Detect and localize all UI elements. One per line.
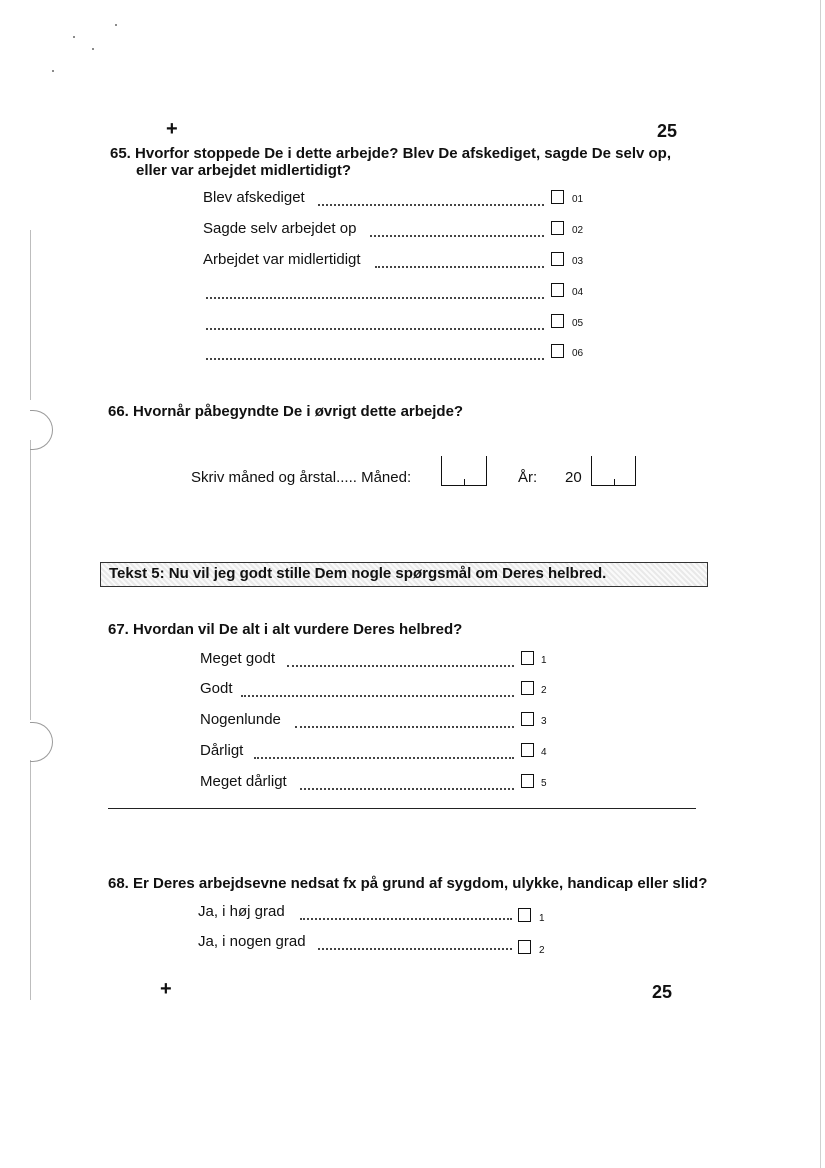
checkbox[interactable] xyxy=(551,344,564,358)
leader-dots xyxy=(375,266,544,268)
q65-option-label: Sagde selv arbejdet op xyxy=(203,220,357,237)
answer-code: 2 xyxy=(539,945,545,956)
answer-code: 05 xyxy=(572,318,584,329)
scan-speck xyxy=(92,48,94,50)
punch-hole xyxy=(30,410,53,450)
checkbox[interactable] xyxy=(521,651,534,665)
left-margin-line xyxy=(30,760,31,1000)
q67-option-label: Meget dårligt xyxy=(200,773,287,790)
page-number: 25 xyxy=(652,982,673,1002)
date-instruction xyxy=(191,469,411,486)
month-input-box[interactable] xyxy=(441,456,487,486)
leader-dots xyxy=(241,695,514,697)
year-prefix: 20 xyxy=(565,469,582,486)
question-66-text: 66. Hvornår påbegyndte De i øvrigt dette arbejde? xyxy=(108,403,464,420)
scan-speck xyxy=(115,24,117,26)
punch-hole xyxy=(30,722,53,762)
instruction-text: Skriv måned og årstal xyxy=(191,469,337,486)
write-in-line[interactable] xyxy=(206,358,544,360)
answer-code: 2 xyxy=(541,685,547,696)
q68-option-label: Ja, i nogen grad xyxy=(198,933,306,950)
q68-option-label: Ja, i høj grad xyxy=(198,903,285,920)
month-label: Måned: xyxy=(361,469,412,486)
answer-code: 03 xyxy=(572,256,584,267)
leader-dots xyxy=(287,665,514,667)
scan-speck xyxy=(52,70,54,72)
checkbox[interactable] xyxy=(518,940,531,954)
answer-code: 1 xyxy=(539,913,545,924)
write-in-line[interactable] xyxy=(206,328,544,330)
year-input-box[interactable] xyxy=(591,456,636,486)
write-in-line[interactable] xyxy=(206,297,544,299)
checkbox[interactable] xyxy=(518,908,531,922)
answer-code: 06 xyxy=(572,348,584,359)
leader-dots xyxy=(318,204,544,206)
checkbox[interactable] xyxy=(551,283,564,297)
left-margin-line xyxy=(30,230,31,400)
leader-dots: ..... xyxy=(336,469,362,486)
q67-option-label: Dårligt xyxy=(200,742,244,759)
checkbox[interactable] xyxy=(521,774,534,788)
q67-option-label: Nogenlunde xyxy=(200,711,281,728)
checkbox[interactable] xyxy=(521,681,534,695)
checkbox[interactable] xyxy=(521,743,534,757)
checkbox[interactable] xyxy=(551,314,564,328)
question-65-text-cont: eller var arbejdet midlertidigt? xyxy=(136,162,352,179)
scan-speck xyxy=(73,36,75,38)
checkbox[interactable] xyxy=(551,221,564,235)
year-label: År: xyxy=(518,469,538,486)
answer-code: 5 xyxy=(541,778,547,789)
answer-code: 1 xyxy=(541,655,547,666)
registration-plus-mark: + xyxy=(160,978,172,1000)
leader-dots xyxy=(370,235,544,237)
answer-code: 3 xyxy=(541,716,547,727)
leader-dots xyxy=(254,757,514,759)
answer-code: 01 xyxy=(572,194,584,205)
answer-code: 04 xyxy=(572,287,584,298)
checkbox[interactable] xyxy=(551,190,564,204)
page-edge-line xyxy=(820,0,821,1168)
leader-dots xyxy=(318,948,512,950)
leader-dots xyxy=(300,918,512,920)
section-divider xyxy=(108,808,696,809)
question-65-text: 65. Hvorfor stoppede De i dette arbejde? Blev De afskediget, sagde De selv op, xyxy=(110,145,672,162)
left-margin-line xyxy=(30,440,31,720)
q67-option-label: Meget godt xyxy=(200,650,276,667)
leader-dots xyxy=(295,726,514,728)
answer-code: 02 xyxy=(572,225,584,236)
question-67-text: 67. Hvordan vil De alt i alt vurdere Deres helbred? xyxy=(108,621,463,638)
q65-option-label: Blev afskediget xyxy=(203,189,305,206)
answer-code: 4 xyxy=(541,747,547,758)
registration-plus-mark: + xyxy=(166,118,178,140)
page-number: 25 xyxy=(657,121,678,141)
checkbox[interactable] xyxy=(521,712,534,726)
q65-option-label: Arbejdet var midlertidigt xyxy=(203,251,361,268)
digit-separator xyxy=(614,479,615,485)
section-banner: Tekst 5: Nu vil jeg godt stille Dem nogle spørgsmål om Deres helbred. xyxy=(100,562,708,587)
checkbox[interactable] xyxy=(551,252,564,266)
q67-option-label: Godt xyxy=(200,680,233,697)
digit-separator xyxy=(464,479,465,485)
question-68-text: 68. Er Deres arbejdsevne nedsat fx på grund af sygdom, ulykke, handicap eller slid? xyxy=(108,875,708,892)
leader-dots xyxy=(300,788,514,790)
